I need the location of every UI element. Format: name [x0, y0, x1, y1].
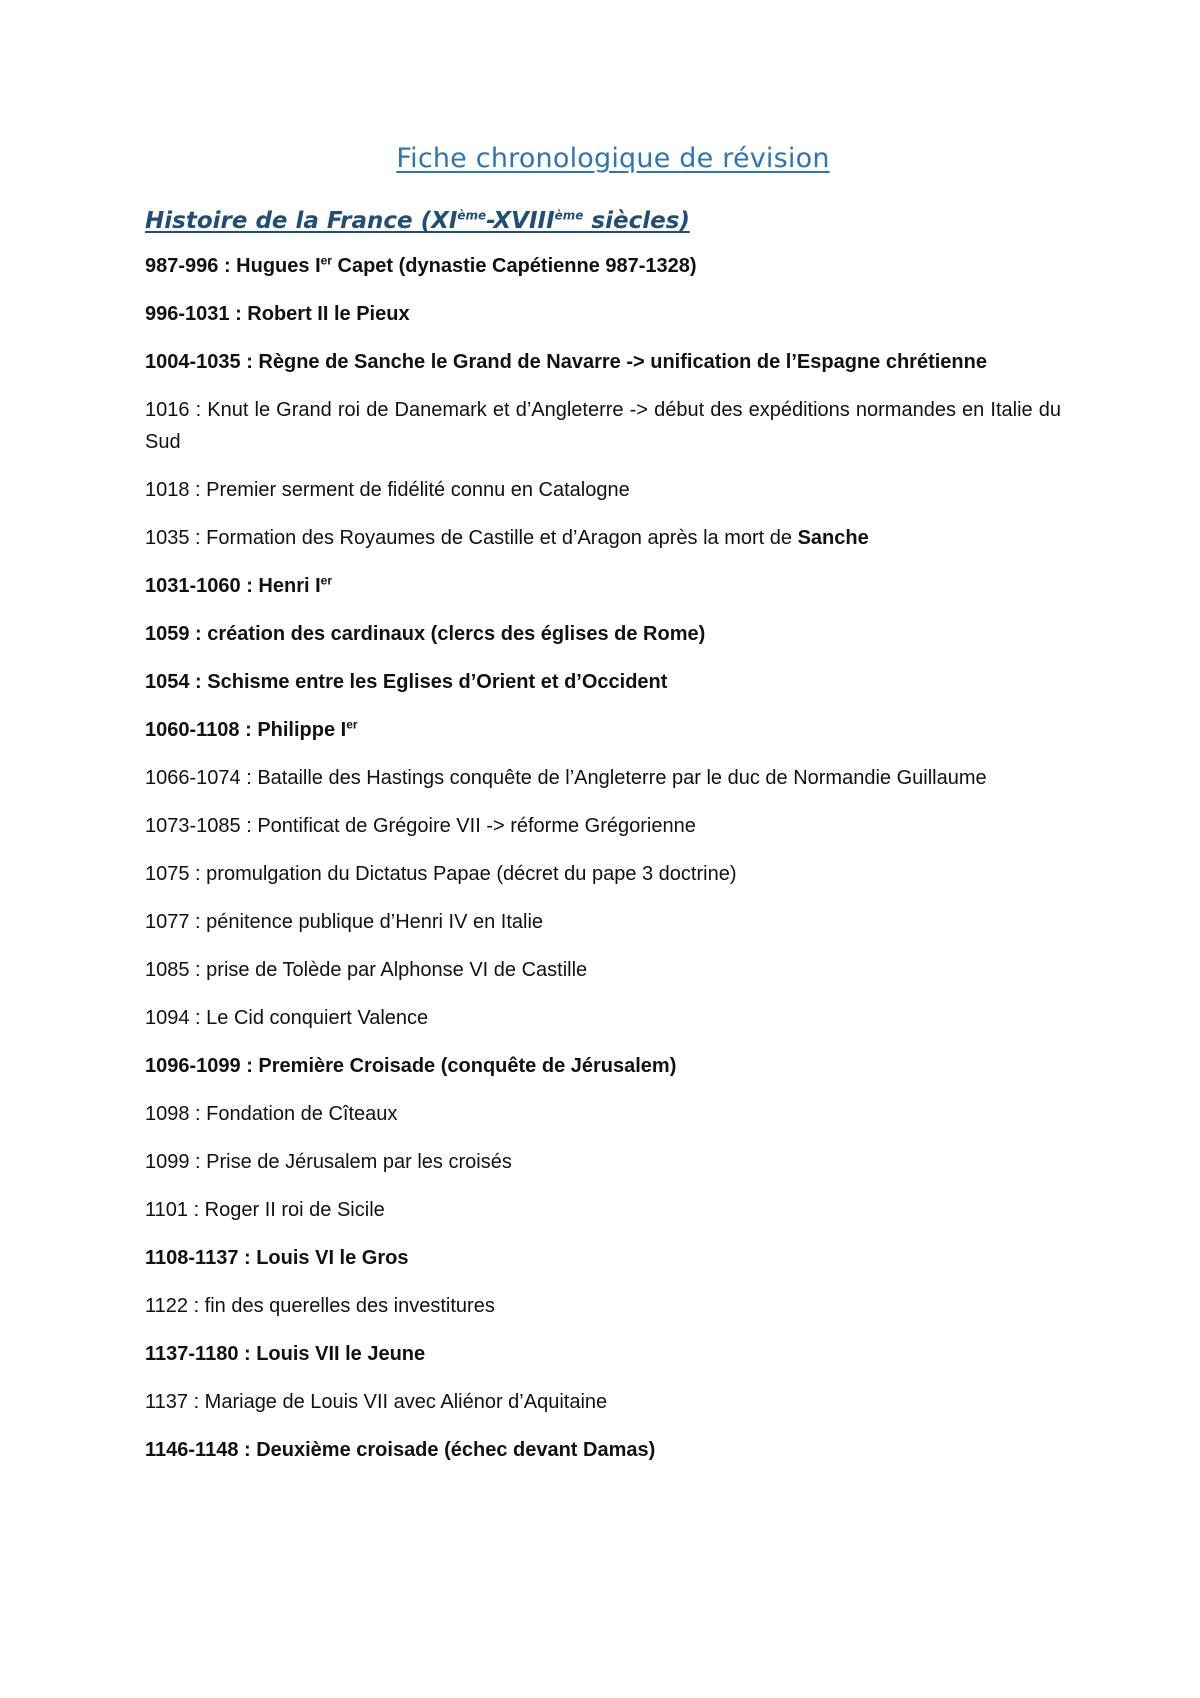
chronology-entry [145, 666, 1061, 698]
chronology-entry [145, 762, 1061, 794]
chronology-entry [145, 1338, 1061, 1370]
chronology-entry [145, 1434, 1061, 1466]
chronology-entry [145, 298, 1061, 330]
chronology-entry [145, 346, 1061, 378]
entry-superscript: er [320, 573, 332, 588]
entry-text: 1054 : Schisme entre les Eglises d’Orient et d’Occident [145, 671, 668, 693]
section-heading-text-after: siècles) [583, 208, 690, 234]
entry-text: 1075 : promulgation du Dictatus Papae (décret du pape 3 doctrine) [145, 863, 737, 885]
chronology-entry [145, 1002, 1061, 1034]
section-heading-sup-1: ème [457, 208, 487, 223]
entry-text: 1059 : création des cardinaux (clercs des églises de Rome) [145, 623, 706, 645]
chronology-entry [145, 906, 1061, 938]
entry-text: 1085 : prise de Tolède par Alphonse VI de Castille [145, 959, 588, 981]
section-heading-sup-2: ème [554, 208, 584, 223]
entry-text: 1031-1060 : Henri I [145, 575, 321, 597]
entry-superscript: er [320, 253, 332, 268]
entry-text: 1016 : Knut le Grand roi de Danemark et d’Angleterre -> début des expéditions normandes en Italie du Sud [145, 399, 1061, 453]
entry-text: 987-996 : Hugues I [145, 255, 321, 277]
chronology-entry [145, 570, 1061, 602]
entry-bold-tail: Sanche [797, 527, 869, 549]
section-heading [145, 204, 1061, 238]
entry-text: 1099 : Prise de Jérusalem par les croisés [145, 1151, 512, 1173]
entry-text: 1066-1074 : Bataille des Hastings conquête de l’Angleterre par le duc de Normandie Guillaume [145, 767, 987, 789]
chronology-list [145, 250, 1061, 1466]
entry-text: 1122 : fin des querelles des investitures [145, 1295, 495, 1317]
entry-text: 1077 : pénitence publique d’Henri IV en Italie [145, 911, 544, 933]
chronology-entry [145, 810, 1061, 842]
entry-text: 1146-1148 : Deuxième croisade (échec devant Damas) [145, 1439, 656, 1461]
chronology-entry [145, 1146, 1061, 1178]
chronology-entry [145, 1050, 1061, 1082]
chronology-entry [145, 618, 1061, 650]
entry-text: 996-1031 : Robert II le Pieux [145, 303, 410, 325]
chronology-entry [145, 714, 1061, 746]
entry-text: 1098 : Fondation de Cîteaux [145, 1103, 398, 1125]
chronology-entry [145, 1194, 1061, 1226]
chronology-entry [145, 1098, 1061, 1130]
chronology-entry [145, 1242, 1061, 1274]
entry-superscript: er [346, 717, 358, 732]
entry-text: 1137 : Mariage de Louis VII avec Aliénor d’Aquitaine [145, 1391, 608, 1413]
entry-text: 1004-1035 : Règne de Sanche le Grand de Navarre -> unification de l’Espagne chrétienne [145, 351, 987, 373]
section-heading-text-middle: -XVIII [486, 208, 555, 234]
section-heading-text-before: Histoire de la France (XI [145, 208, 458, 234]
document-title: Fiche chronologique de révision [396, 143, 830, 174]
chronology-entry [145, 1290, 1061, 1322]
entry-text: 1094 : Le Cid conquiert Valence [145, 1007, 429, 1029]
chronology-entry [145, 1386, 1061, 1418]
chronology-entry [145, 954, 1061, 986]
entry-text: 1137-1180 : Louis VII le Jeune [145, 1343, 426, 1365]
entry-text: 1096-1099 : Première Croisade (conquête de Jérusalem) [145, 1055, 677, 1077]
entry-text: 1018 : Premier serment de fidélité connu en Catalogne [145, 479, 630, 501]
entry-text: 1101 : Roger II roi de Sicile [145, 1199, 385, 1221]
chronology-entry [145, 522, 1061, 554]
chronology-entry [145, 858, 1061, 890]
chronology-entry [145, 474, 1061, 506]
chronology-entry [145, 394, 1061, 458]
entry-text: 1073-1085 : Pontificat de Grégoire VII -> réforme Grégorienne [145, 815, 696, 837]
entry-text-after: Capet (dynastie Capétienne 987-1328) [331, 255, 697, 277]
entry-text: 1108-1137 : Louis VI le Gros [145, 1247, 409, 1269]
chronology-entry [145, 250, 1061, 282]
entry-text: 1060-1108 : Philippe I [145, 719, 347, 741]
entry-text: 1035 : Formation des Royaumes de Castille et d’Aragon après la mort de [145, 527, 798, 549]
document-page [145, 140, 1061, 1482]
